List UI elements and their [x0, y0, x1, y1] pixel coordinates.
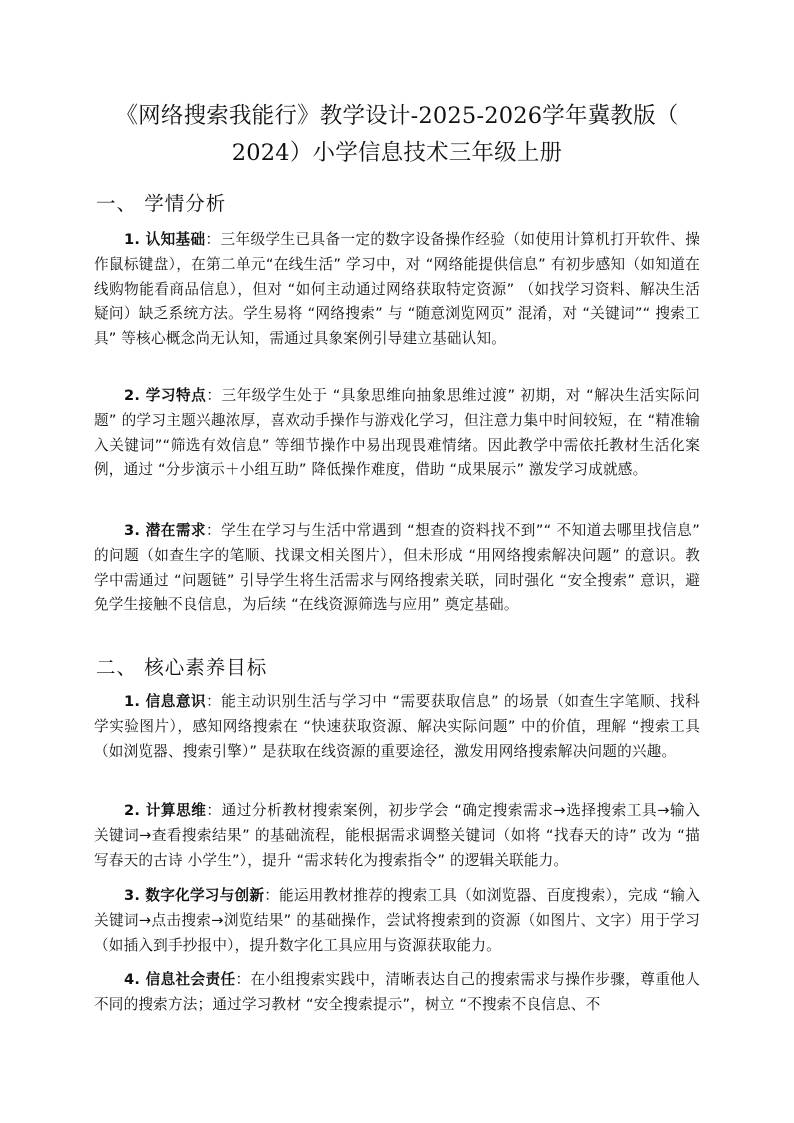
paragraph-lead: 4. 信息社会责任: [124, 971, 236, 988]
paragraph-learning-traits: [94, 384, 700, 483]
paragraph-lead: 3. 潜在需求: [124, 522, 206, 539]
paragraph-text: ：学生在学习与生活中常遇到 “想查的资料找不到”“ 不知道去哪里找信息” 的问题（如查生字的笔顺、找课文相关图片），但未形成 “用网络搜索解决问题” 的意识。教学中需通过 “问题链” 引导学生将生活需求与网络搜索关联，同时强化 “安全搜索” 意识，避免学生接触不良信息，为后续 “在线资源筛选与应用” 奠定基础。: [94, 522, 700, 614]
paragraph-potential-needs: [94, 519, 700, 618]
paragraph-text: ：三年级学生已具备一定的数字设备操作经验（如使用计算机打开软件、操作鼠标键盘），在第二单元“在线生活” 学习中，对 “网络能提供信息” 有初步感知（如知道在线购物能看商品信息），但对 “如何主动通过网络获取特定资源” （如找学习资料、解决生活疑问）缺乏系统方法。学生易将 “网络搜索” 与 “随意浏览网页” 混淆，对 “关键词”“ 搜索工具” 等核心概念尚无认知，需通过具象案例引导建立基础认知。: [94, 231, 701, 348]
paragraph-lead: 3. 数字化学习与创新: [124, 887, 265, 904]
paragraph-text: ：能运用教材推荐的搜索工具（如浏览器、百度搜索），完成 “输入关键词→点击搜索→浏览结果” 的基础操作，尝试将搜索到的资源（如图片、文字）用于学习（如插入到手抄报中），提升数字化工具应用与资源获取能力。: [94, 887, 700, 954]
paragraph-lead: 1. 信息意识: [124, 693, 207, 710]
paragraph-text: ：三年级学生处于 “具象思维向抽象思维过渡” 初期，对 “解决生活实际问题” 的学习主题兴趣浓厚，喜欢动手操作与游戏化学习，但注意力集中时间较短，在 “精准输入关键词”“筛选有效信息” 等细节操作中易出现畏难情绪。因此教学中需依托教材生活化案例，通过 “分步演示＋小组互助” 降低操作难度，借助 “成果展示” 激发学习成就感。: [94, 387, 700, 479]
paragraph-text: ：通过分析教材搜索案例，初步学会 “确定搜索需求→选择搜索工具→输入关键词→查看搜索结果” 的基础流程，能根据需求调整关键词（如将 “找春天的诗” 改为 “描写春天的古诗 小学生”），提升 “需求转化为搜索指令” 的逻辑关联能力。: [94, 802, 700, 869]
paragraph-lead: 1. 认知基础: [124, 231, 206, 248]
paragraph-lead: 2. 学习特点: [124, 387, 207, 404]
title-line-2: 2024）小学信息技术三年级上册: [231, 140, 563, 166]
title-line-1: 《网络搜索我能行》教学设计-2025-2026学年冀教版（: [115, 103, 679, 129]
paragraph-cognitive-basis: [94, 228, 700, 352]
paragraph-social-responsibility: [94, 968, 700, 1018]
paragraph-digital-learning: [94, 884, 700, 958]
section-heading-learning-analysis: 一、 学情分析: [96, 192, 227, 215]
paragraph-text: ：能主动识别生活与学习中 “需要获取信息” 的场景（如查生字笔顺、找科学实验图片），感知网络搜索在 “快速获取资源、解决实际问题” 中的价值，理解 “搜索工具（如浏览器、搜索引擎）” 是获取在线资源的重要途径，激发用网络搜索解决问题的兴趣。: [94, 693, 700, 760]
paragraph-computational-thinking: [94, 799, 700, 873]
section-heading-core-literacy-goals: 二、 核心素养目标: [96, 656, 268, 679]
paragraph-information-awareness: [94, 690, 700, 764]
paragraph-lead: 2. 计算思维: [124, 802, 207, 819]
document-title: [90, 98, 704, 172]
paragraph-text: ：在小组搜索实践中，清晰表达自己的搜索需求与操作步骤，尊重他人不同的搜索方法；通过学习教材 “安全搜索提示”，树立 “不搜索不良信息、不: [94, 971, 700, 1013]
